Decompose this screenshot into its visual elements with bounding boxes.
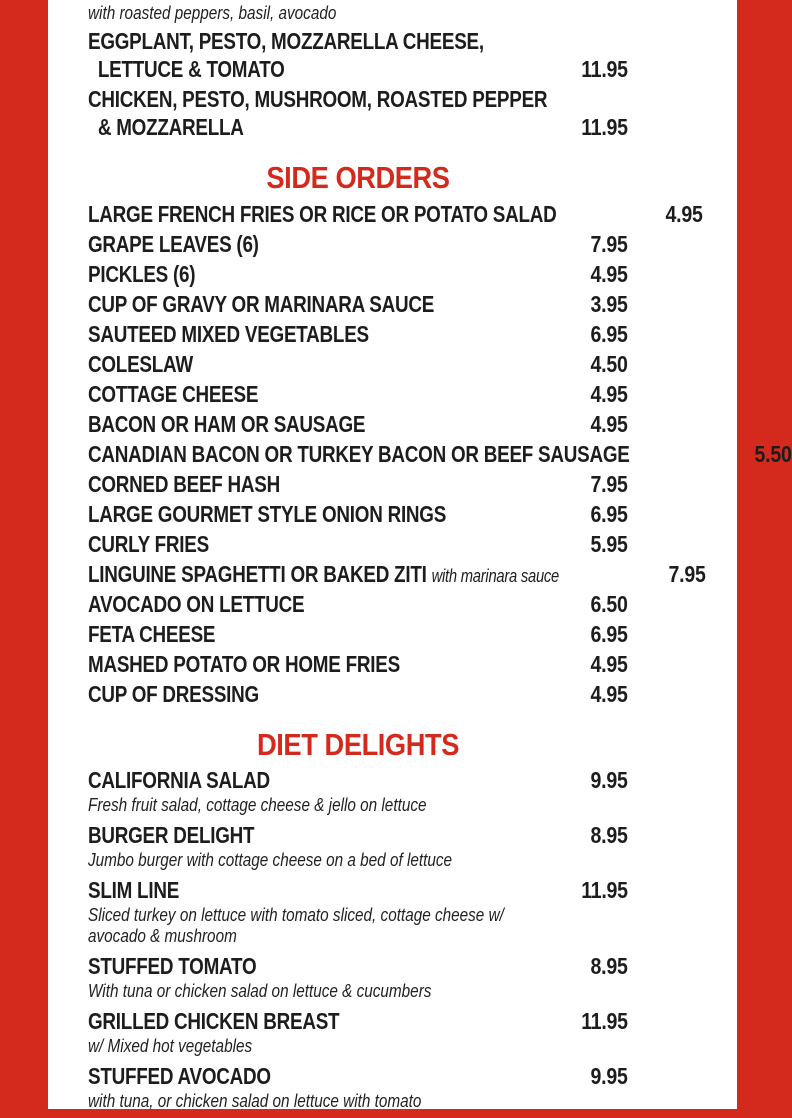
list-item [88, 381, 628, 411]
list-item [88, 953, 628, 1002]
list-item [88, 201, 703, 231]
item-name: AVOCADO ON LETTUCE [88, 591, 305, 617]
list-item [88, 1063, 628, 1112]
item-name-text: LINGUINE SPAGHETTI OR BAKED ZITI [88, 561, 427, 587]
item-price: 11.95 [581, 114, 628, 140]
menu-page [48, 0, 792, 1111]
item-description: Jumbo burger with cottage cheese on a bed of lettuce [88, 850, 453, 870]
item-price: 4.95 [590, 411, 628, 437]
item-name: SLIM LINE [88, 877, 180, 903]
item-name: CORNED BEEF HASH [88, 471, 281, 497]
item-name [88, 561, 559, 588]
item-name: CALIFORNIA SALAD [88, 767, 270, 793]
item-name: STUFFED AVOCADO [88, 1063, 271, 1089]
item-price: 11.95 [581, 877, 628, 903]
list-item [88, 767, 628, 816]
item-price: 6.95 [590, 621, 628, 647]
side-orders-list [88, 201, 792, 711]
item-name: CURLY FRIES [88, 531, 209, 557]
list-item [88, 531, 628, 561]
item-price: 4.95 [590, 651, 628, 677]
item-price: 9.95 [590, 1063, 628, 1089]
item-price: 5.50 [755, 441, 792, 467]
item-name: CANADIAN BACON OR TURKEY BACON OR BEEF SAUSAGE [88, 441, 630, 467]
item-description: With tuna or chicken salad on lettuce & cucumbers [88, 981, 432, 1001]
item-name: SAUTEED MIXED VEGETABLES [88, 321, 369, 347]
item-price: 3.95 [590, 291, 628, 317]
item-name: GRAPE LEAVES (6) [88, 231, 259, 257]
menu-item-eggplant: EGGPLANT, PESTO, MOZZARELLA CHEESE, LETTUCE & TOMATO 11.95 [88, 28, 628, 82]
item-price: 7.95 [590, 231, 628, 257]
item-description: w/ Mixed hot vegetables [88, 1036, 253, 1056]
item-price: 6.95 [590, 321, 628, 347]
item-price: 4.50 [590, 351, 628, 377]
partial-note: with roasted peppers, basil, avocado [88, 3, 337, 23]
item-name: CUP OF DRESSING [88, 681, 259, 707]
list-item [88, 351, 628, 381]
item-price: 6.95 [590, 501, 628, 527]
item-note: with marinara sauce [431, 566, 560, 586]
item-description: avocado & mushroom [88, 926, 237, 946]
item-price: 4.95 [665, 201, 703, 227]
diet-delights-list [88, 767, 628, 1118]
list-item [88, 681, 628, 711]
list-item [88, 877, 628, 947]
item-description: Fresh fruit salad, cottage cheese & jello on lettuce [88, 795, 427, 815]
item-price: 11.95 [581, 56, 628, 82]
item-name: MASHED POTATO OR HOME FRIES [88, 651, 400, 677]
list-item [88, 501, 628, 531]
item-price: 8.95 [590, 822, 628, 848]
item-price: 9.95 [590, 767, 628, 793]
item-name: LARGE GOURMET STYLE ONION RINGS [88, 501, 447, 527]
item-name: LARGE FRENCH FRIES OR RICE OR POTATO SALAD [88, 201, 557, 227]
item-price: 4.95 [590, 381, 628, 407]
list-item [88, 441, 792, 471]
list-item [88, 321, 628, 351]
menu-item-chicken-pesto: CHICKEN, PESTO, MUSHROOM, ROASTED PEPPER & MOZZARELLA 11.95 [88, 86, 628, 140]
item-name: FETA CHEESE [88, 621, 216, 647]
item-description: with tuna, or chicken salad on lettuce with tomato [88, 1091, 422, 1111]
side-orders-heading: SIDE ORDERS [266, 160, 450, 195]
list-item [88, 1008, 628, 1057]
list-item [88, 651, 628, 681]
item-description: Sliced turkey on lettuce with tomato sliced, cottage cheese w/ [88, 905, 504, 925]
list-item [88, 561, 706, 591]
item-name: PICKLES (6) [88, 261, 196, 287]
item-price: 11.95 [581, 1008, 628, 1034]
diet-delights-heading: DIET DELIGHTS [257, 727, 459, 762]
item-name: COTTAGE CHEESE [88, 381, 259, 407]
item-name: BURGER DELIGHT [88, 822, 255, 848]
item-name: STUFFED TOMATO [88, 953, 257, 979]
item-name: BACON OR HAM OR SAUSAGE [88, 411, 366, 437]
list-item [88, 261, 628, 291]
list-item [88, 411, 628, 441]
item-price: 7.95 [668, 561, 706, 587]
item-name: CUP OF GRAVY OR MARINARA SAUCE [88, 291, 435, 317]
list-item [88, 822, 628, 871]
list-item [88, 591, 628, 621]
item-price: 4.95 [590, 261, 628, 287]
item-price: 5.95 [590, 531, 628, 557]
item-price: 4.95 [590, 681, 628, 707]
item-name: COLESLAW [88, 351, 193, 377]
list-item [88, 291, 628, 321]
item-price: 7.95 [590, 471, 628, 497]
list-item [88, 471, 628, 501]
item-price: 6.50 [590, 591, 628, 617]
item-price: 8.95 [590, 953, 628, 979]
list-item [88, 231, 628, 261]
list-item [88, 621, 628, 651]
item-name: GRILLED CHICKEN BREAST [88, 1008, 340, 1034]
